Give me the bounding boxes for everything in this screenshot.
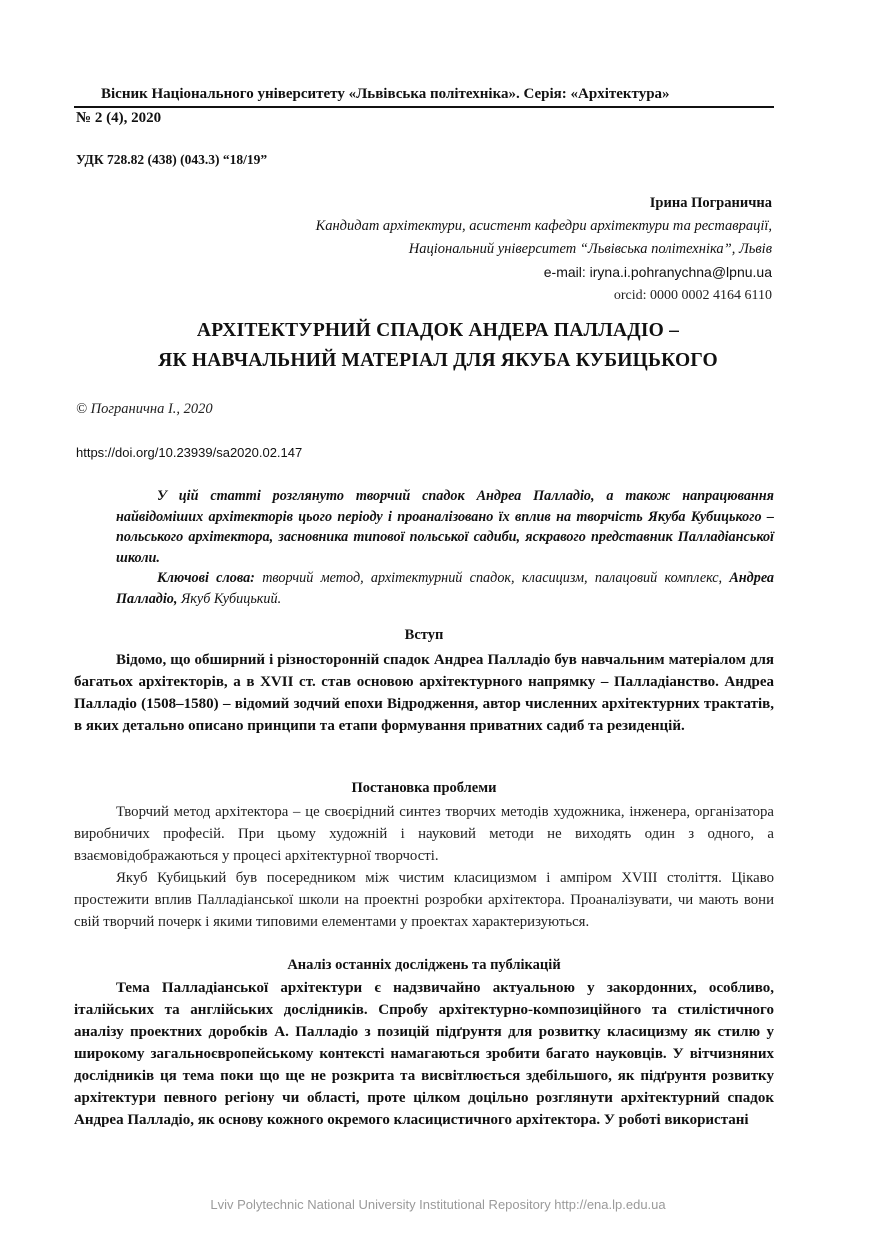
analysis-text: Тема Палладіанської архітектури є надзвичайно актуальною у закордонних, особливо, італійських та англійських дослідників. Спробу архітектурно-композиційного та стилістичного аналізу проектних доробків А. Палладіо з позицій підґрунтя для розвитку класицизму як стилю у широкому загальноєвропейському контексті намагаються зробити багато науковців. У вітчизняних дослідників ця тема поки що ще не розкрита та висвітлюється здебільшого, як підґрунтя розвитку архітектури певного регіону чи області, проте цілком доцільно розглянути архітектурний спадок Андреа Палладіо, як основу кожного окремого класицистичного архітектора. У роботі використані [74,980,774,1128]
intro-paragraph [74,649,774,737]
keywords-text: творчий метод, архітектурний спадок, класицизм, палацовий комплекс, [262,570,723,586]
author-email[interactable]: e-mail: iryna.i.pohranychna@lpnu.ua [543,264,772,280]
title-line-1: АРХІТЕКТУРНИЙ СПАДОК АНДЕРА ПАЛЛАДІО – [196,320,680,341]
journal-title: Вісник Національного університету «Львівська політехніка». Серія: «Архітектура» [101,86,670,102]
udc-code: УДК 728.82 (438) (043.3) “18/19” [76,152,268,167]
problem-text-1: Творчий метод архітектора – це своєрідний синтез творчих методів художника, інженера, організатора виробничих професій. При цьому художній і науковий методи не виходять один з одного, а взаємовідображаються у процесі архітектурної творчості. [74,804,774,864]
keywords-tail: Якуб Кубицький. [180,590,282,607]
problem-text-2: Якуб Кубицький був посередником між чистим класицизмом і ампіром XVIII століття. Цікаво простежити вплив Палладіанської школи на проектні розробки архітектора. Проаналізувати, чи мають вони свій творчий почерк і якими типовими елементами у проектах характеризуються. [74,870,774,930]
problem-paragraphs [74,801,774,933]
title-line-2: ЯК НАВЧАЛЬНИЙ МАТЕРІАЛ ДЛЯ ЯКУБА КУБИЦЬКОГО [158,350,718,371]
keywords [116,568,774,609]
section-heading-analysis: Аналіз останніх досліджень та публікацій [287,957,561,973]
abstract [116,486,774,609]
author-name: Ірина Погранична [649,195,772,211]
header-rule [74,106,774,108]
section-heading-problem: Постановка проблеми [351,780,497,796]
author-affiliation-2: Національний університет “Львівська політехніка”, Львів [408,241,772,257]
analysis-paragraph [74,977,774,1131]
keywords-label: Ключові слова: [157,570,255,586]
doi-link[interactable]: https://doi.org/10.23939/sa2020.02.147 [76,445,303,460]
author-block [316,192,772,307]
abstract-text: У цій статті розглянуто творчий спадок Андреа Палладіо, а також напрацювання найвідоміших архітекторів цього періоду і проаналізовано їх вплив на творчість Якуба Кубицького – польського архітектора, засновника типової польської садиби, яскравого представник Палладіанської школи. [116,488,774,566]
author-affiliation-1: Кандидат архітектури, асистент кафедри архітектури та реставрації, [315,218,772,234]
section-heading-intro: Вступ [404,627,444,643]
issue-number: № 2 (4), 2020 [76,110,162,126]
repository-footer: Lviv Polytechnic National University Institutional Repository http://ena.lp.edu.ua [210,1197,666,1212]
author-orcid: orcid: 0000 0002 4164 6110 [613,288,772,303]
keywords-bold: Андреа Палладіо, [116,570,775,607]
article-title [74,316,802,376]
intro-text: Відомо, що обширний і різносторонній спадок Андреа Палладіо був навчальним матеріалом для багатьох архітекторів, а в XVII ст. став основою архітектурного напрямку – Палладіанство. Андреа Палладіо (1508–1580) – відомий зодчий епохи Відродження, автор численних архітектурних трактатів, в яких детально описано принципи та етапи формування приватних садиб та резиденцій. [74,652,774,734]
copyright: © Погранична І., 2020 [76,401,213,417]
